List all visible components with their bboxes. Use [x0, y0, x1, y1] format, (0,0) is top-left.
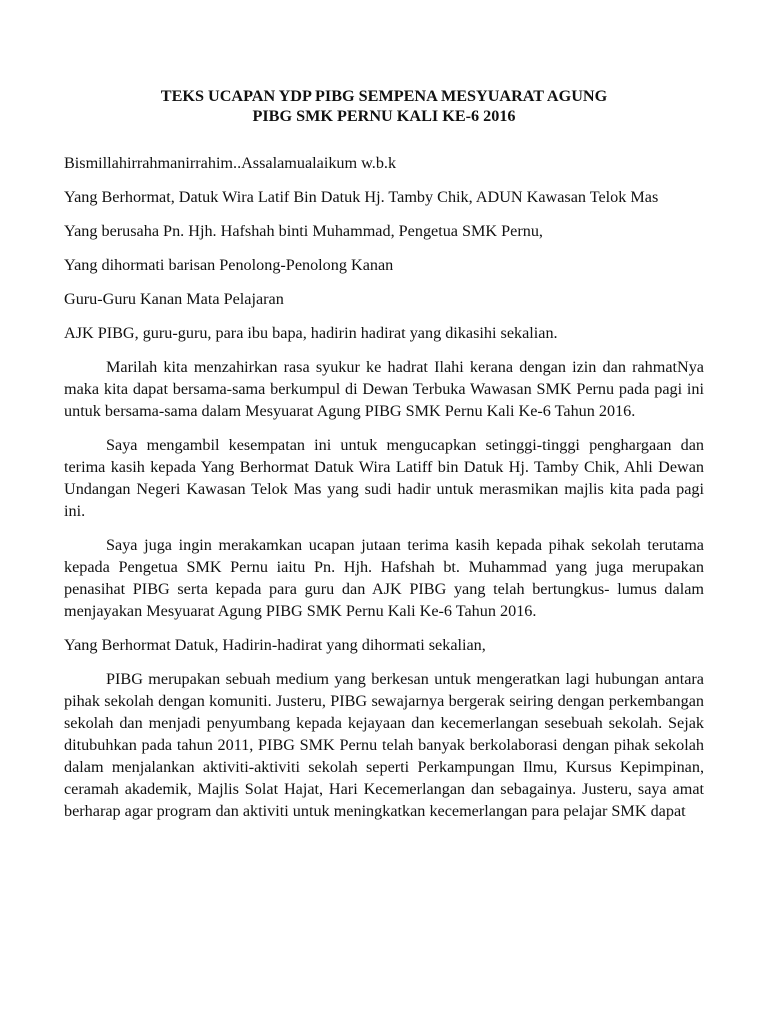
paragraph-3: Saya juga ingin merakamkan ucapan jutaan terima kasih kepada pihak sekolah terutama kepada Pengetua SMK Pernu iaitu Pn. Hjh. Hafshah bt. Muhammad yang juga merupakan penasihat PIBG serta kepada para guru dan AJK PIBG yang telah bertungkus- lumus dalam menjayakan Mesyuarat Agung PIBG SMK Pernu Kali Ke-6 Tahun 2016.	[64, 536, 704, 620]
paragraph-4: PIBG merupakan sebuah medium yang berkesan untuk mengeratkan lagi hubungan antara pihak sekolah dengan komuniti. Justeru, PIBG sewajarnya bergerak seiring dengan perkembangan sekolah dan menjadi penyumbang kepada kejayaan dan kecemerlangan sesebuah sekolah. Sejak ditubuhkan pada tahun 2011, PIBG SMK Pernu telah banyak berkolaborasi dengan pihak sekolah dalam menjalankan aktiviti-aktiviti sekolah seperti Perkampungan Ilmu, Kursus Kepimpinan, ceramah akademik, Majlis Solat Hajat, Hari Kecemerlangan dan sebagainya. Justeru, saya amat berharap agar program dan aktiviti untuk meningkatkan kecemerlangan para pelajar SMK dapat	[64, 670, 704, 820]
salutation-4: Guru-Guru Kanan Mata Pelajaran	[64, 290, 284, 308]
greeting: Bismillahirrahmanirrahim..Assalamualaikum w.b.k	[64, 154, 397, 172]
title-line-1: TEKS UCAPAN YDP PIBG SEMPENA MESYUARAT AGUNG	[160, 87, 608, 105]
paragraph-2: Saya mengambil kesempatan ini untuk mengucapkan setinggi-tinggi penghargaan dan terima kasih kepada Yang Berhormat Datuk Wira Latiff bin Datuk Hj. Tamby Chik, Ahli Dewan Undangan Negeri Kawasan Telok Mas yang sudi hadir untuk merasmikan majlis kita pada pagi ini.	[64, 436, 704, 520]
paragraph-1: Marilah kita menzahirkan rasa syukur ke hadrat Ilahi kerana dengan izin dan rahmatNya maka kita dapat bersama-sama berkumpul di Dewan Terbuka Wawasan SMK Pernu pada pagi ini untuk bersama-sama dalam Mesyuarat Agung PIBG SMK Pernu Kali Ke-6 Tahun 2016.	[64, 358, 704, 420]
document-title	[64, 86, 704, 126]
salutation-5: AJK PIBG, guru-guru, para ibu bapa, hadirin hadirat yang dikasihi sekalian.	[64, 324, 558, 342]
address-2: Yang Berhormat Datuk, Hadirin-hadirat yang dihormati sekalian,	[64, 636, 486, 654]
salutation-2: Yang berusaha Pn. Hjh. Hafshah binti Muhammad, Pengetua SMK Pernu,	[64, 222, 543, 240]
title-line-2: PIBG SMK PERNU KALI KE-6 2016	[252, 107, 516, 125]
salutation-3: Yang dihormati barisan Penolong-Penolong Kanan	[64, 256, 394, 274]
salutation-1: Yang Berhormat, Datuk Wira Latif Bin Datuk Hj. Tamby Chik, ADUN Kawasan Telok Mas	[64, 188, 659, 206]
document-page	[64, 86, 704, 834]
